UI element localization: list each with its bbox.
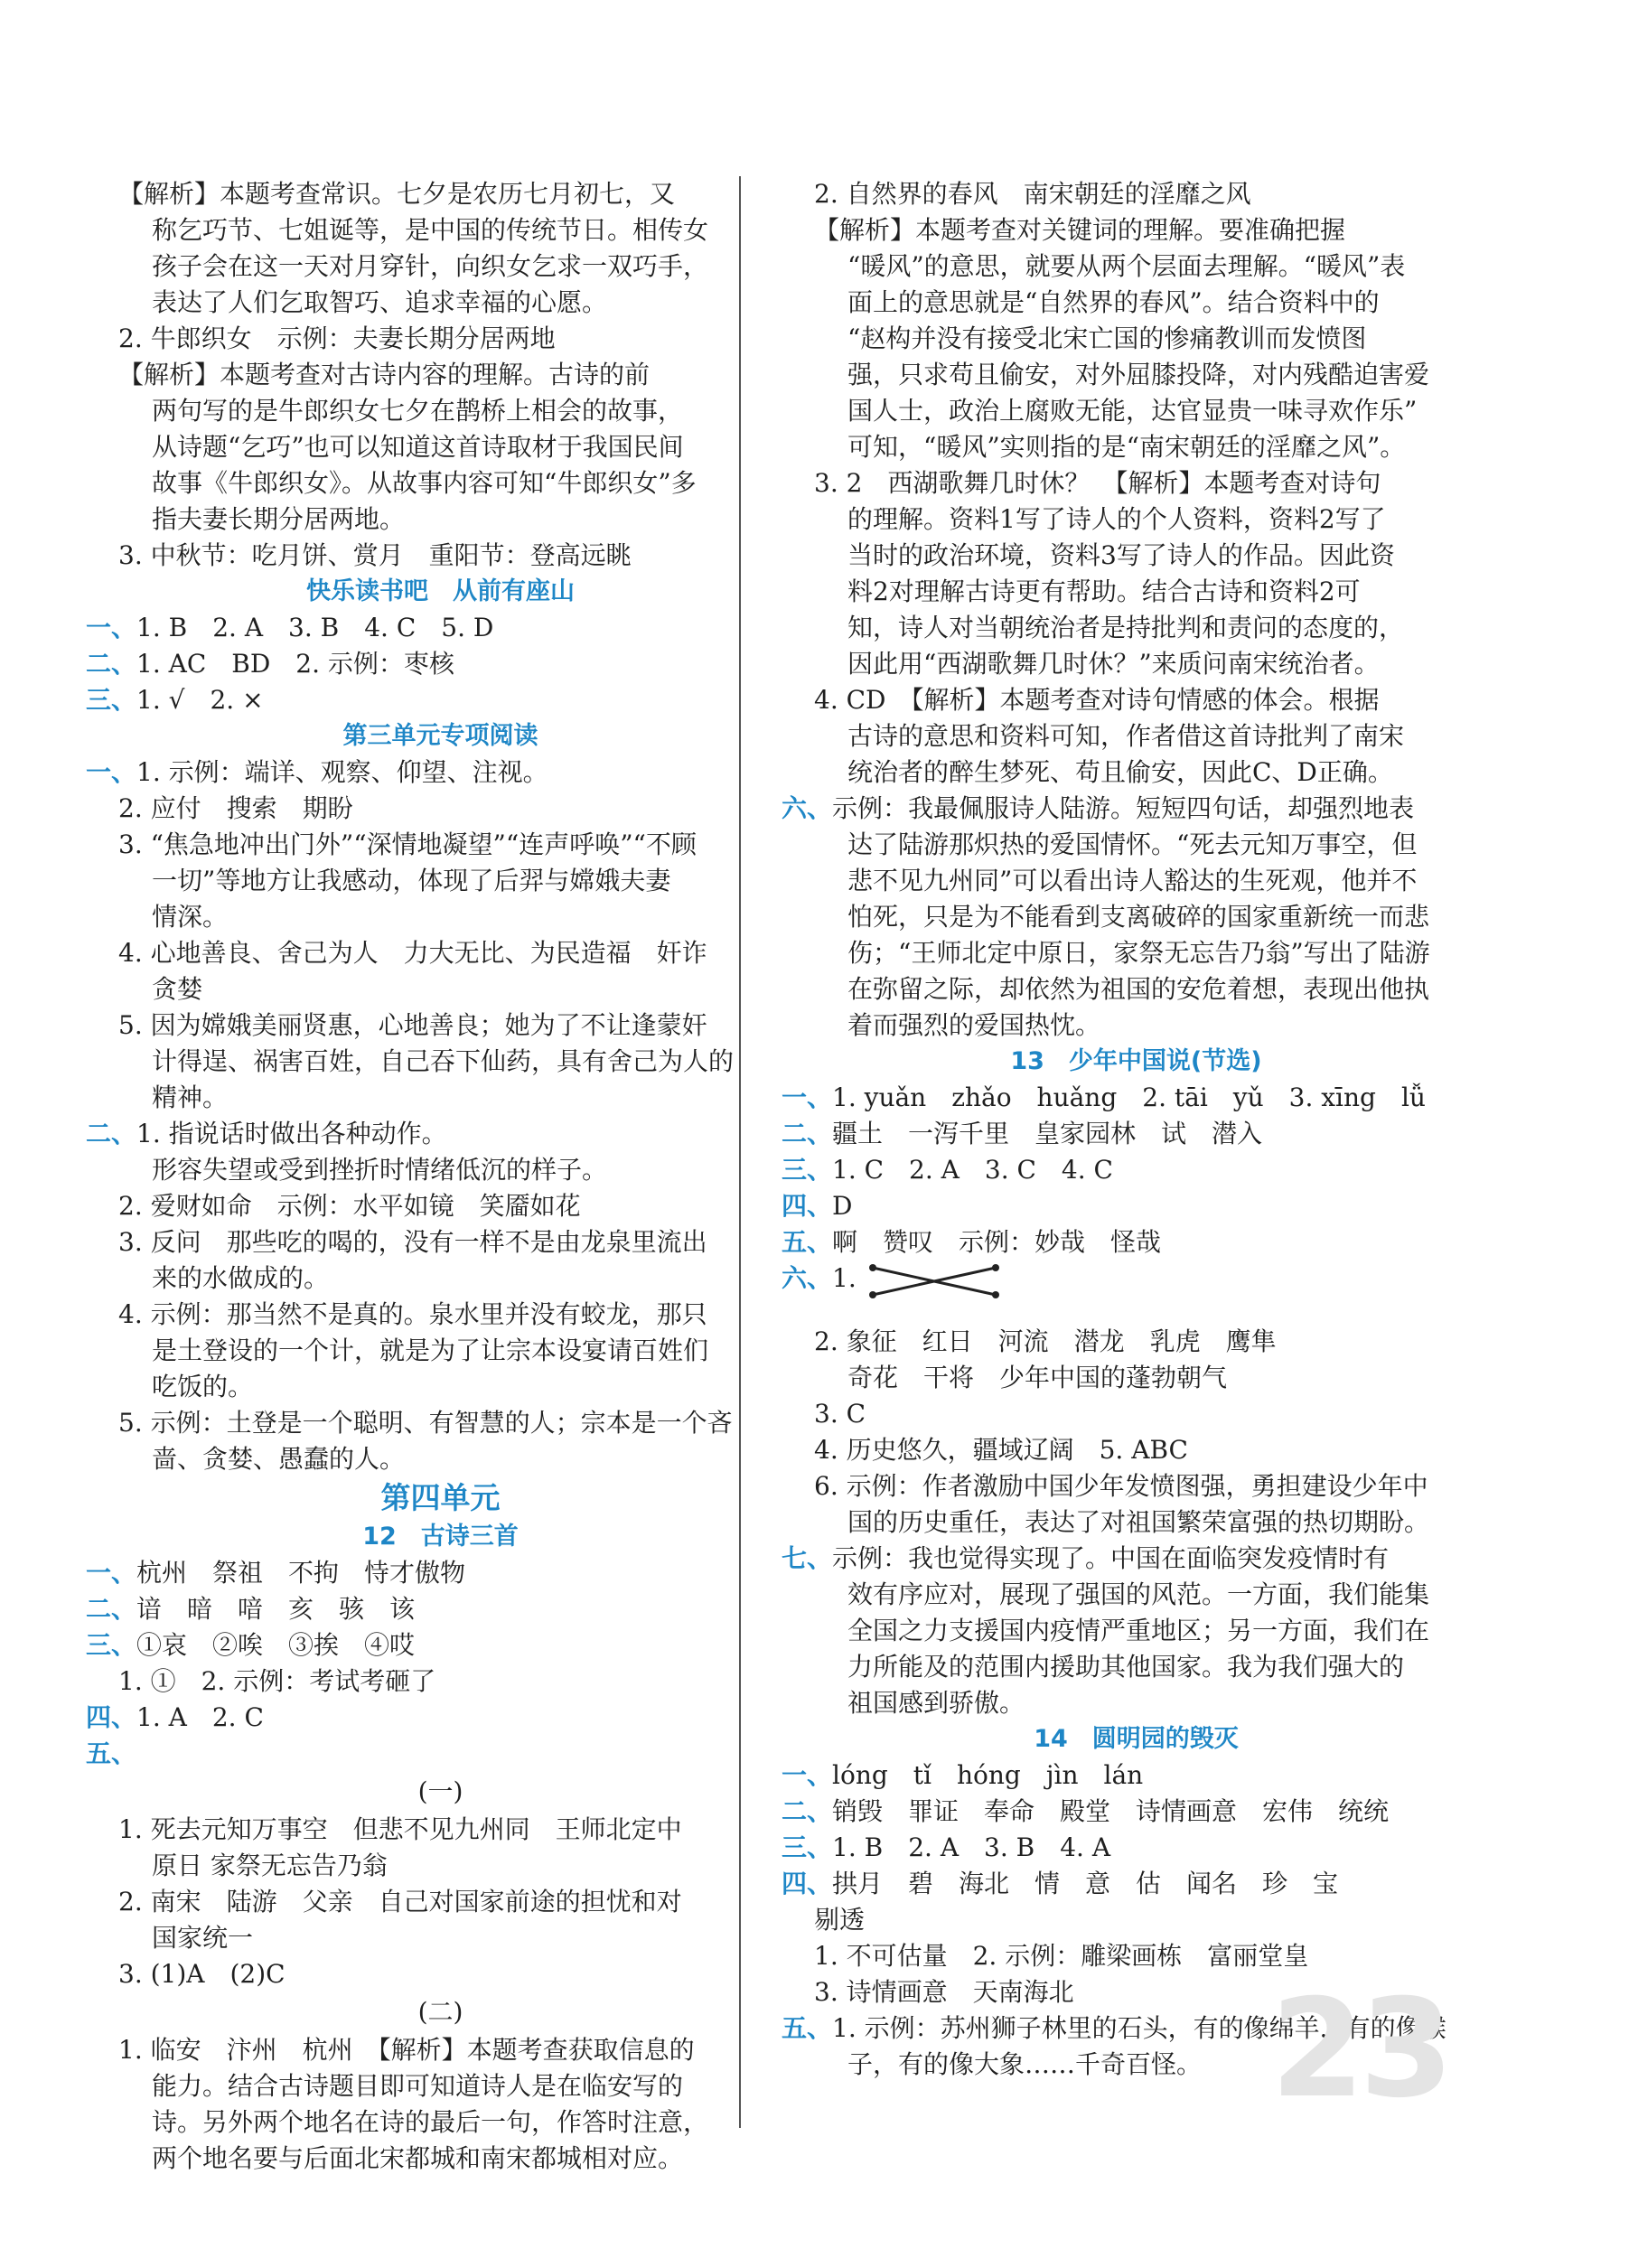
question-marker: 二、 — [86, 1594, 137, 1624]
section-heading — [782, 1044, 1491, 1080]
answer-line — [782, 1224, 1491, 1261]
line-text: 第四单元 — [380, 1480, 501, 1515]
answer-line — [86, 1333, 795, 1369]
answer-line — [86, 1441, 795, 1477]
line-text: 表达了人们乞取智巧、追求幸福的心愿。 — [152, 287, 608, 317]
line-text: 1. B 2. A 3. B 4. A — [832, 1832, 1111, 1862]
answer-line — [782, 1152, 1491, 1188]
line-text: 精神。 — [152, 1082, 229, 1112]
line-text: 5. 因为嫦娥美丽贤惠，心地善良；她为了不让逢蒙奸 — [118, 1010, 707, 1040]
line-text: 拱月 碧 海北 情 意 估 闻名 珍 宝 — [832, 1869, 1339, 1898]
line-text: 诗。另外两个地名在诗的最后一句，作答时注意， — [152, 2107, 709, 2137]
answer-line — [782, 176, 1491, 212]
line-text: 吃饭的。 — [152, 1372, 254, 1401]
line-text: D — [832, 1191, 853, 1221]
line-text: 达了陆游那炽热的爱国情怀。“死去元知万事空，但 — [847, 829, 1418, 859]
line-text: 1. A 2. C — [136, 1702, 264, 1732]
answer-line — [782, 1468, 1491, 1504]
line-text: 2. 应付 搜索 期盼 — [118, 793, 353, 823]
line-text: 面上的意思就是“自然界的春风”。结合资料中的 — [847, 287, 1380, 317]
line-text: 悲不见九州同”可以看出诗人豁达的生死观，他并不 — [847, 866, 1418, 895]
line-text: 形容失望或受到挫折时情绪低沉的样子。 — [152, 1155, 608, 1185]
line-text: 怕死，只是为不能看到支离破碎的国家重新统一而悲 — [847, 902, 1430, 932]
question-marker: 一、 — [86, 757, 137, 787]
answer-line — [782, 1830, 1491, 1866]
line-text: 古诗的意思和资料可知，作者借这首诗批判了南宋 — [847, 721, 1405, 751]
line-text: 啬、贪婪、愚蠢的人。 — [152, 1444, 406, 1474]
answer-line — [782, 1902, 1491, 1938]
line-text: 示例：我最佩服诗人陆游。短短四句话，却强烈地表 — [832, 793, 1415, 823]
line-text: 子，有的像大象……千奇百怪。 — [847, 2049, 1203, 2079]
line-text: 2. 牛郎织女 示例：夫妻长期分居两地 — [118, 323, 556, 353]
line-text: 5. 示例：土登是一个聪明、有智慧的人；宗本是一个吝 — [118, 1408, 733, 1438]
line-text: (二) — [417, 1997, 463, 2027]
answer-line — [86, 393, 795, 429]
column-divider — [739, 176, 741, 2128]
answer-line — [86, 1736, 795, 1772]
line-text: 情深。 — [152, 902, 229, 932]
question-marker: 四、 — [782, 1869, 833, 1898]
answer-line — [86, 827, 795, 863]
answer-line — [782, 899, 1491, 935]
answer-line — [86, 1224, 795, 1261]
answer-line — [86, 1044, 795, 1080]
line-text: 1. √ 2. × — [136, 685, 264, 715]
answer-line — [86, 2104, 795, 2141]
line-text: 1. 不可估量 2. 示例：雕梁画栋 富丽堂皇 — [814, 1941, 1309, 1971]
question-marker: 五、 — [86, 1738, 137, 1768]
line-text: 能力。结合古诗题目即可知道诗人是在临安写的 — [152, 2071, 684, 2101]
line-text: 称乞巧节、七姐诞等，是中国的传统节日。相传女 — [152, 215, 709, 245]
answer-line — [86, 1848, 795, 1884]
line-text: 计得逞、祸害百姓，自己吞下仙药，具有舍己为人的 — [152, 1046, 735, 1076]
question-marker: 二、 — [86, 1119, 137, 1148]
answer-line — [782, 1577, 1491, 1613]
line-text: 4. 示例：那当然不是真的。泉水里并没有蛟龙，那只 — [118, 1299, 707, 1329]
answer-line — [782, 501, 1491, 538]
answer-line — [782, 863, 1491, 899]
answer-line — [86, 899, 795, 935]
line-text: 国人士，政治上腐败无能，达官显贵一味寻欢作乐” — [847, 396, 1418, 426]
answer-line — [86, 935, 795, 971]
answer-line — [86, 1700, 795, 1736]
line-text: 2. 自然界的春风 南宋朝廷的淫靡之风 — [814, 179, 1251, 209]
answer-line — [782, 1685, 1491, 1721]
answer-line — [86, 465, 795, 501]
answer-line — [86, 791, 795, 827]
line-text: 2. 象征 红日 河流 潜龙 乳虎 鹰隼 — [814, 1326, 1277, 1356]
answer-line — [782, 935, 1491, 971]
line-text: 贪婪 — [152, 974, 203, 1004]
line-text: 1. 示例：苏州狮子林里的石头，有的像绵羊，有的像猴 — [832, 2013, 1446, 2043]
line-text: ①哀 ②唉 ③挨 ④哎 — [136, 1630, 416, 1660]
line-text: 【解析】本题考查对古诗内容的理解。古诗的前 — [118, 360, 651, 389]
answer-line — [86, 1152, 795, 1188]
answer-line — [782, 1866, 1491, 1902]
answer-line — [86, 754, 795, 791]
line-text: 快乐读书吧 从前有座山 — [306, 577, 575, 605]
line-text: lóng tǐ hóng jìn lán — [832, 1760, 1144, 1790]
answer-line — [86, 1884, 795, 1920]
answer-line — [86, 610, 795, 646]
answer-line — [782, 1649, 1491, 1685]
line-text: 1. C 2. A 3. C 4. C — [832, 1155, 1113, 1185]
answer-line — [782, 682, 1491, 718]
line-text: 3. 2 西湖歌舞几时休？ 【解析】本题考查对诗句 — [814, 468, 1381, 498]
answer-line — [782, 1080, 1491, 1116]
answer-line — [86, 429, 795, 465]
question-marker: 七、 — [782, 1543, 833, 1573]
answer-line — [86, 1188, 795, 1224]
answer-line — [86, 863, 795, 899]
answer-line — [86, 176, 795, 212]
line-text: 国的历史重任，表达了对祖国繁荣富强的热切期盼。 — [847, 1507, 1430, 1537]
answer-line — [86, 1116, 795, 1152]
line-text: 4. 历史悠久，疆域辽阔 5. ABC — [814, 1435, 1188, 1465]
question-marker: 四、 — [782, 1191, 833, 1221]
question-marker: 一、 — [782, 1082, 833, 1112]
page-number: 23 — [1270, 1971, 1448, 2128]
line-text: 原日 家祭无忘告乃翁 — [152, 1851, 388, 1880]
line-text: 1. 死去元知万事空 但悲不见九州同 王师北定中 — [118, 1814, 682, 1844]
line-text: 12 古诗三首 — [362, 1523, 519, 1551]
line-text: 3. 中秋节：吃月饼、赏月 重阳节：登高远眺 — [118, 540, 632, 570]
answer-line — [86, 2068, 795, 2104]
line-text: 14 圆明园的毁灭 — [1034, 1725, 1239, 1753]
answer-line — [782, 1188, 1491, 1224]
question-marker: 一、 — [86, 1558, 137, 1588]
line-text: 伤；“王师北定中原日，家祭无忘告乃翁”写出了陆游 — [847, 938, 1430, 968]
line-text: 2. 爱财如命 示例：水平如镜 笑靥如花 — [118, 1191, 581, 1221]
line-text: 1. B 2. A 3. B 4. C 5. D — [136, 613, 494, 642]
answer-line — [782, 718, 1491, 754]
answer-line — [782, 610, 1491, 646]
answer-line — [86, 2032, 795, 2068]
question-marker: 六、 — [782, 793, 833, 823]
question-marker: 一、 — [782, 1760, 833, 1790]
answer-line — [86, 2141, 795, 2177]
answer-line — [782, 1794, 1491, 1830]
answer-line — [86, 1405, 795, 1441]
line-text: 啊 赞叹 示例：妙哉 怪哉 — [832, 1227, 1162, 1257]
line-text: “暖风”的意思，就要从两个层面去理解。“暖风”表 — [847, 251, 1406, 281]
answer-line — [782, 212, 1491, 248]
line-text: 着而强烈的爱国热忱。 — [847, 1010, 1101, 1040]
line-text: 1. 示例：端详、观察、仰望、注视。 — [136, 757, 548, 787]
answer-line — [86, 1007, 795, 1044]
line-text: 谙 暗 喑 亥 骇 该 — [136, 1594, 416, 1624]
answer-line — [782, 646, 1491, 682]
answer-line — [782, 1261, 1491, 1297]
question-marker: 三、 — [782, 1832, 833, 1862]
answer-line — [782, 357, 1491, 393]
answer-line — [86, 321, 795, 357]
line-text: 1. 临安 汴州 杭州 【解析】本题考查获取信息的 — [118, 2035, 695, 2065]
answer-line — [86, 248, 795, 285]
answer-line — [782, 321, 1491, 357]
line-text: 效有序应对，展现了强国的风范。一方面，我们能集 — [847, 1579, 1430, 1609]
answer-line — [782, 574, 1491, 610]
line-text: 一切”等地方让我感动，体现了后羿与嫦娥夫妻 — [152, 866, 671, 895]
answer-line — [782, 1504, 1491, 1541]
line-text: 的理解。资料1写了诗人的个人资料，资料2写了 — [847, 504, 1386, 534]
answer-line — [782, 538, 1491, 574]
line-text: “赵构并没有接受北宋亡国的惨痛教训而发愤图 — [847, 323, 1367, 353]
line-text: 料2对理解古诗更有帮助。结合古诗和资料2可 — [847, 576, 1361, 606]
line-text: 从诗题“乞巧”也可以知道这首诗取材于我国民间 — [152, 432, 684, 462]
line-text: 4. 心地善良、舍己为人 力大无比、为民造福 奸诈 — [118, 938, 707, 968]
line-text: (一) — [417, 1776, 463, 1806]
answer-line — [86, 971, 795, 1007]
section-heading — [86, 1519, 795, 1555]
line-text: 1. 指说话时做出各种动作。 — [136, 1119, 447, 1148]
left-column — [86, 176, 795, 2177]
line-text: 示例：我也觉得实现了。中国在面临突发疫情时有 — [832, 1543, 1390, 1573]
line-text: 【解析】本题考查常识。七夕是农历七月初七，又 — [118, 179, 676, 209]
answer-line — [782, 248, 1491, 285]
question-marker: 三、 — [782, 1155, 833, 1185]
answer-line — [86, 646, 795, 682]
line-text: 故事《牛郎织女》。从故事内容可知“牛郎织女”多 — [152, 468, 697, 498]
line-text: 奇花 干将 少年中国的蓬勃朝气 — [847, 1363, 1228, 1392]
answer-line — [86, 501, 795, 538]
question-marker: 二、 — [86, 649, 137, 679]
answer-line — [782, 393, 1491, 429]
answer-line — [782, 285, 1491, 321]
line-text: 1. yuǎn zhǎo huǎng 2. tāi yǔ 3. xīng lǚ — [832, 1082, 1426, 1112]
line-text: 两个地名要与后面北宋都城和南宋都城相对应。 — [152, 2143, 684, 2173]
answer-line — [782, 1757, 1491, 1794]
question-marker: 六、 — [782, 1263, 833, 1293]
answer-line — [86, 1297, 795, 1333]
line-text: 在弥留之际，却依然为祖国的安危着想，表现出他执 — [847, 974, 1430, 1004]
answer-line — [782, 1432, 1491, 1468]
line-text: 3. C — [814, 1399, 866, 1429]
answer-line — [86, 1920, 795, 1956]
answer-line — [86, 682, 795, 718]
line-text: 1. AC BD 2. 示例：枣核 — [136, 649, 454, 679]
answer-line — [86, 1555, 795, 1591]
line-text: 力所能及的范围内援助其他国家。我为我们强大的 — [847, 1652, 1405, 1682]
answer-line — [86, 1812, 795, 1848]
answer-line — [782, 465, 1491, 501]
line-text: 国家统一 — [152, 1923, 254, 1953]
line-text: 因此用“西湖歌舞几时休？”来质问南宋统治者。 — [847, 649, 1380, 679]
section-heading — [86, 1477, 795, 1519]
question-marker: 二、 — [782, 1796, 833, 1826]
answer-line — [782, 1541, 1491, 1577]
line-text: 孩子会在这一天对月穿针，向织女乞求一双巧手， — [152, 251, 709, 281]
line-text: 1. ① 2. 示例：考试考砸了 — [118, 1666, 436, 1696]
question-marker: 一、 — [86, 613, 137, 642]
answer-line — [782, 1938, 1491, 1974]
question-marker: 二、 — [782, 1119, 833, 1148]
section-heading — [86, 718, 795, 754]
line-text: 当时的政治环境，资料3写了诗人的作品。因此资 — [847, 540, 1395, 570]
answer-line — [782, 1007, 1491, 1044]
answer-line — [86, 1591, 795, 1627]
question-marker: 三、 — [86, 1630, 137, 1660]
section-heading — [782, 1721, 1491, 1757]
line-text: 祖国感到骄傲。 — [847, 1688, 1025, 1718]
answer-line — [782, 429, 1491, 465]
line-text: 1. — [832, 1263, 857, 1293]
line-text: 两句写的是牛郎织女七夕在鹊桥上相会的故事， — [152, 396, 684, 426]
line-text: 统治者的醉生梦死、苟且偷安，因此C、D正确。 — [847, 757, 1393, 787]
answer-line — [86, 285, 795, 321]
question-marker: 五、 — [782, 1227, 833, 1257]
line-text: 是土登设的一个计，就是为了让宗本设宴请百姓们 — [152, 1335, 709, 1365]
line-text: 6. 示例：作者激励中国少年发愤图强，勇担建设少年中 — [814, 1471, 1428, 1501]
answer-line — [86, 1956, 795, 1992]
matching-lines-diagram — [860, 1261, 1014, 1302]
section-heading — [86, 574, 795, 610]
line-text: 2. 南宋 陆游 父亲 自己对国家前途的担忧和对 — [118, 1887, 682, 1917]
answer-line — [86, 1261, 795, 1297]
answer-line — [782, 1324, 1491, 1360]
line-text: 3. 反问 那些吃的喝的，没有一样不是由龙泉里流出 — [118, 1227, 707, 1257]
line-text: 指夫妻长期分居两地。 — [152, 504, 406, 534]
line-text: 知，诗人对当朝统治者是持批判和责问的态度的， — [847, 613, 1405, 642]
right-column — [782, 176, 1491, 2083]
answer-line — [86, 357, 795, 393]
answer-line — [86, 1627, 795, 1664]
line-text: 第三单元专项阅读 — [342, 722, 538, 750]
line-text: 杭州 祭祖 不拘 恃才傲物 — [136, 1558, 466, 1588]
answer-line — [782, 827, 1491, 863]
line-text: 4. CD 【解析】本题考查对诗句情感的体会。根据 — [814, 685, 1380, 715]
line-text: 3. 诗情画意 天南海北 — [814, 1977, 1074, 2007]
line-text: 13 少年中国说(节选) — [1010, 1047, 1262, 1075]
answer-line — [782, 791, 1491, 827]
answer-line — [86, 538, 795, 574]
question-marker: 四、 — [86, 1702, 137, 1732]
question-marker: 五、 — [782, 2013, 833, 2043]
answer-line — [782, 1360, 1491, 1396]
answer-line — [86, 1369, 795, 1405]
answer-line — [782, 1396, 1491, 1432]
answer-line — [782, 1613, 1491, 1649]
answer-line — [782, 1116, 1491, 1152]
line-text: 全国之力支援国内疫情严重地区；另一方面，我们在 — [847, 1616, 1430, 1645]
answer-line — [782, 971, 1491, 1007]
line-text: 销毁 罪证 奉命 殿堂 诗情画意 宏伟 统统 — [832, 1796, 1390, 1826]
answer-line — [782, 754, 1491, 791]
answer-line — [86, 1664, 795, 1700]
line-text: 【解析】本题考查对关键词的理解。要准确把握 — [814, 215, 1346, 245]
answer-line — [86, 1080, 795, 1116]
line-text: 来的水做成的。 — [152, 1263, 330, 1293]
answer-line — [86, 212, 795, 248]
line-text: 强，只求苟且偷安，对外屈膝投降，对内残酷迫害爱 — [847, 360, 1430, 389]
line-text: 剔透 — [814, 1905, 866, 1935]
line-text: 疆土 一泻千里 皇家园林 试 潜入 — [832, 1119, 1263, 1148]
line-text: 3. “焦急地冲出门外”“深情地凝望”“连声呼唤”“不顾 — [118, 829, 697, 859]
line-text: 可知，“暖风”实则指的是“南宋朝廷的淫靡之风”。 — [847, 432, 1406, 462]
line-text: 3. (1)A (2)C — [118, 1959, 286, 1989]
sub-heading — [86, 1992, 795, 2032]
question-marker: 三、 — [86, 685, 137, 715]
sub-heading — [86, 1772, 795, 1812]
